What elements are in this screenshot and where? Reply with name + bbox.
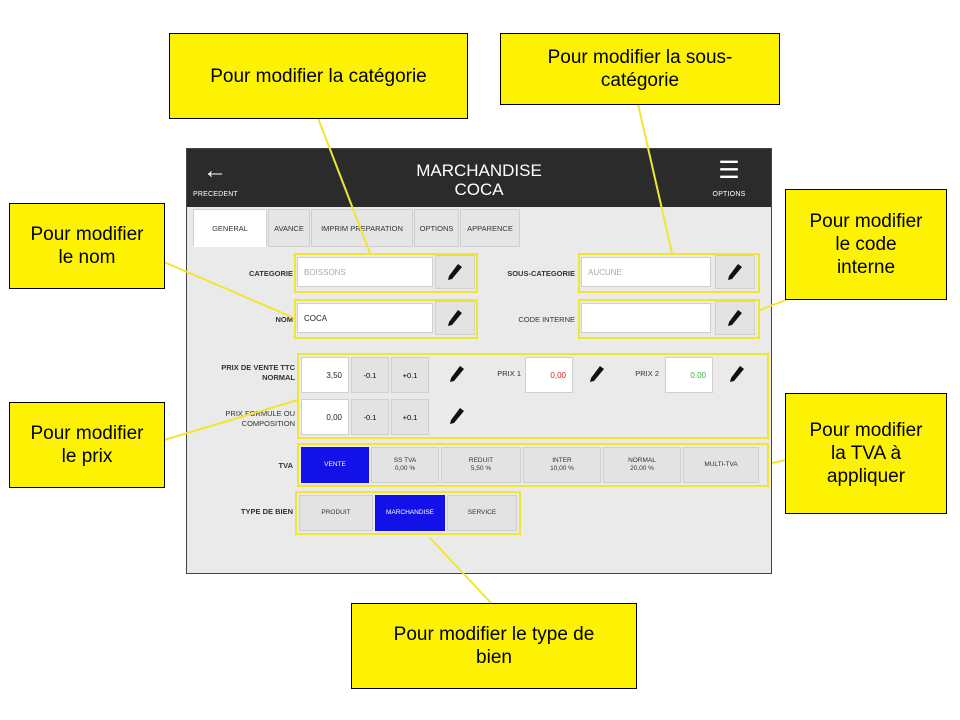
tva-option-rate: 5,50 % (470, 465, 492, 472)
type-option-label: SERVICE (467, 509, 497, 516)
prix2-value[interactable]: 0.00 (665, 357, 713, 393)
prix-formule-plus-button[interactable]: +0.1 (391, 399, 429, 435)
title-line2: COCA (454, 180, 504, 199)
type-option-marchandise[interactable] (375, 495, 445, 531)
type-option-label: PRODUIT (321, 509, 351, 516)
prix1-label: PRIX 1 (497, 369, 521, 378)
callout-sous-categorie: Pour modifier la sous- catégorie (500, 33, 780, 105)
prix-vente-value[interactable]: 3,50 (301, 357, 349, 393)
code-interne-field[interactable] (581, 303, 711, 333)
tva-option-inter[interactable] (523, 447, 601, 483)
type-option-produit[interactable] (299, 495, 373, 531)
pencil-icon (729, 365, 745, 383)
pencil-icon (727, 309, 743, 327)
nom-field[interactable]: COCA (297, 303, 433, 333)
categorie-label: CATEGORIE (248, 269, 293, 278)
product-editor-window (186, 148, 772, 574)
type-option-service[interactable] (447, 495, 517, 531)
pencil-icon (449, 365, 465, 383)
callout-nom: Pour modifier le nom (9, 203, 165, 289)
prix-formule-minus-button[interactable]: -0.1 (351, 399, 389, 435)
prix1-value[interactable]: 0,00 (525, 357, 573, 393)
tab-apparence[interactable]: APPARENCE (460, 209, 520, 247)
categorie-field[interactable]: BOISSONS (297, 257, 433, 287)
tva-option-rate: 20,00 % (630, 465, 654, 472)
pencil-icon (447, 309, 463, 327)
pencil-icon (447, 263, 463, 281)
pencil-icon (449, 407, 465, 425)
tva-option-multi-tva[interactable] (683, 447, 759, 483)
tva-option-reduit[interactable] (441, 447, 521, 483)
type-bien-label: TYPE DE BIEN (240, 507, 293, 516)
prix-formule-label: PRIX FORMULE OU COMPOSITION (225, 409, 295, 428)
options-button[interactable] (689, 149, 769, 207)
prix2-label: PRIX 2 (635, 369, 659, 378)
back-label: PRECEDENT (193, 191, 238, 198)
tab-avance[interactable]: AVANCE (268, 209, 310, 247)
tva-option-ss-tva[interactable] (371, 447, 439, 483)
edit-prix1-button[interactable] (577, 357, 617, 391)
tva-option-rate: 0,00 % (394, 465, 416, 472)
tab-options[interactable]: OPTIONS (414, 209, 459, 247)
tva-option-vente[interactable] (301, 447, 369, 483)
tva-option-label: VENTE (324, 461, 346, 468)
callout-type-bien: Pour modifier le type de bien (351, 603, 637, 689)
prix-vente-plus-button[interactable]: +0.1 (391, 357, 429, 393)
edit-nom-button[interactable] (435, 301, 475, 335)
callout-categorie: Pour modifier la catégorie (169, 33, 468, 119)
tva-option-label: SS TVA (393, 457, 417, 464)
menu-icon: ☰ (718, 157, 740, 184)
page-title (347, 161, 611, 199)
sous-categorie-field[interactable]: AUCUNE (581, 257, 711, 287)
callout-prix: Pour modifier le prix (9, 402, 165, 488)
edit-categorie-button[interactable] (435, 255, 475, 289)
back-button[interactable] (189, 149, 269, 207)
edit-code-interne-button[interactable] (715, 301, 755, 335)
tva-option-normal[interactable] (603, 447, 681, 483)
nom-label: NOM (275, 315, 293, 324)
tva-option-label: MULTI-TVA (704, 461, 738, 468)
prix-vente-minus-button[interactable]: -0.1 (351, 357, 389, 393)
prix-vente-label: PRIX DE VENTE TTC NORMAL (221, 363, 295, 382)
sous-categorie-label: SOUS-CATEGORIE (507, 269, 575, 278)
edit-sous-categorie-button[interactable] (715, 255, 755, 289)
tva-option-label: REDUIT (468, 457, 494, 464)
prix-formule-value[interactable]: 0,00 (301, 399, 349, 435)
tva-option-label: NORMAL (628, 457, 656, 464)
tab-imprim-preparation[interactable]: IMPRIM PREPARATION (311, 209, 413, 247)
top-bar (187, 149, 771, 207)
pencil-icon (589, 365, 605, 383)
back-arrow-icon: ← (203, 157, 227, 184)
title-line1: MARCHANDISE (416, 161, 542, 180)
code-interne-label: CODE INTERNE (518, 315, 575, 324)
callout-tva: Pour modifier la TVA à appliquer (785, 393, 947, 514)
callout-code-interne: Pour modifier le code interne (785, 189, 947, 300)
tva-label: TVA (278, 461, 293, 470)
type-option-label: MARCHANDISE (385, 509, 435, 516)
tva-option-label: INTER (552, 457, 572, 464)
tab-general[interactable]: GENERAL (193, 209, 267, 247)
edit-prix-formule-button[interactable] (437, 399, 477, 433)
options-label: OPTIONS (712, 191, 746, 198)
pencil-icon (727, 263, 743, 281)
tva-option-rate: 10,00 % (550, 465, 574, 472)
edit-prix2-button[interactable] (717, 357, 757, 391)
tab-bar (193, 209, 521, 247)
edit-prix-vente-button[interactable] (437, 357, 477, 391)
